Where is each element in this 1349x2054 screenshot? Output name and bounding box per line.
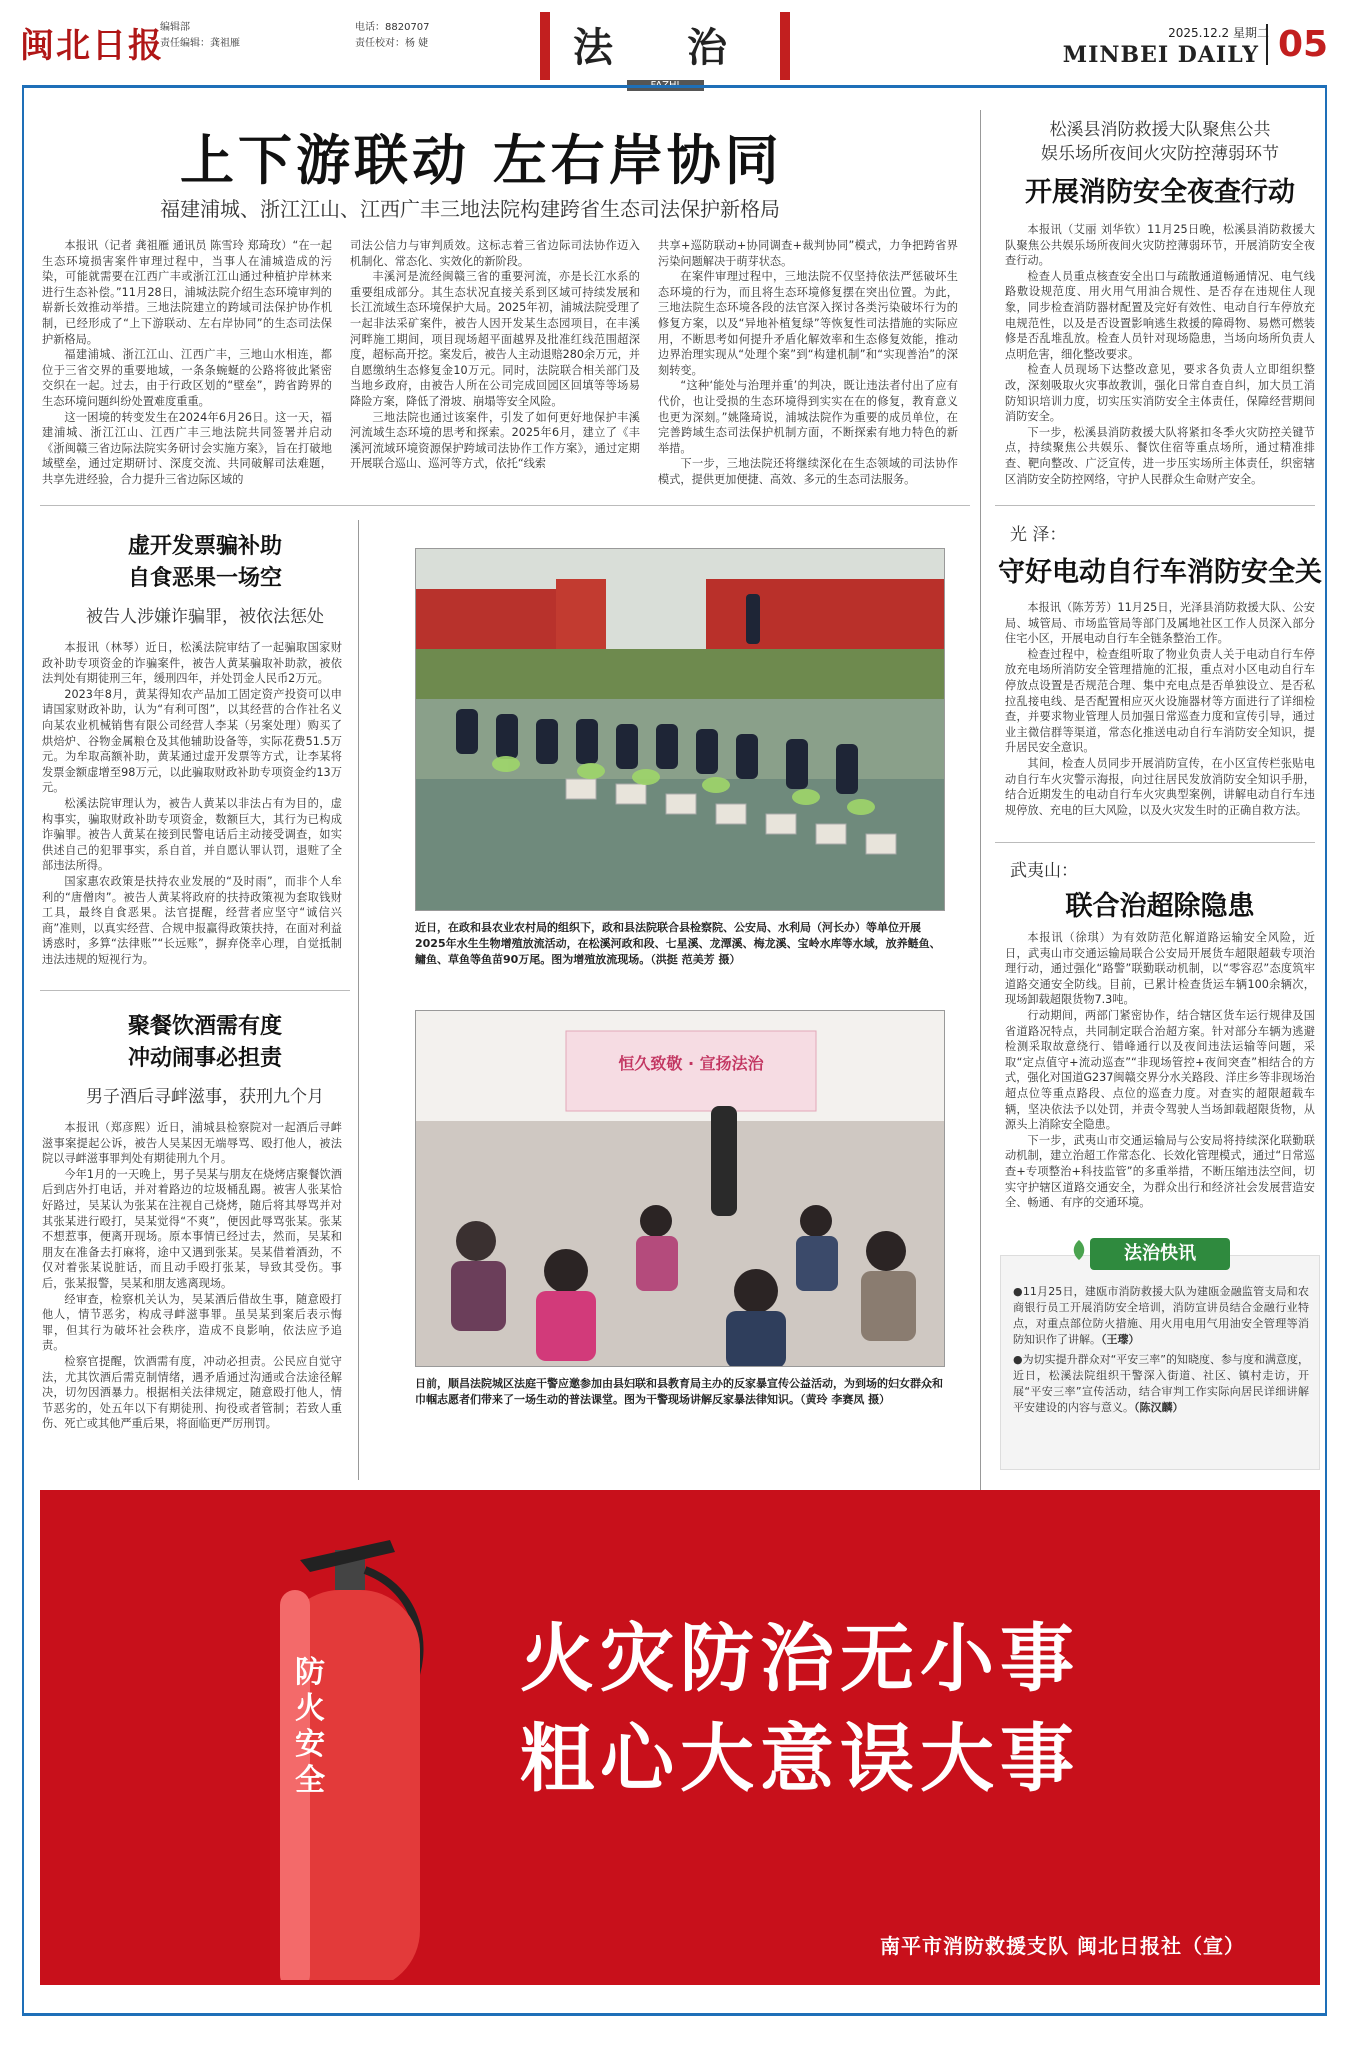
brief-item bbox=[1013, 1352, 1309, 1416]
section-title: 法 治 bbox=[573, 24, 757, 71]
right1-body bbox=[1005, 222, 1315, 494]
paragraph: “这种‘能处与治理并重’的判决，既让违法者付出了应有代价，也让受损的生态环境得到实实在在的修复，教育意义也更为深刻。”姚隆琦说，浦城法院作为重要的成员单位，在完善跨域生态司法保护机制方面，不断探索有地力特色的新举措。 bbox=[658, 379, 958, 455]
photo2-banner: 恒久致敬 · 宣扬法治 bbox=[618, 1054, 764, 1073]
brief-item bbox=[1013, 1284, 1309, 1348]
fraud-body bbox=[42, 640, 342, 975]
lead-column-1 bbox=[42, 238, 332, 488]
paragraph: 本报讯（林琴）近日，松溪法院审结了一起骗取国家财政补助专项资金的诈骗案件，被告人黄某骗取补助款，被依法判处有期徒刑三年，缓刑四年，并处罚金人民币2万元。 bbox=[42, 641, 342, 686]
legal-lecture-photo bbox=[415, 1010, 945, 1367]
fraud-title-1: 虚开发票骗补助 bbox=[127, 533, 282, 559]
paragraph: 检查过程中，检查组听取了物业负责人关于电动自行车停放充电场所消防安全管理措施的汇报，重点对小区电动自行车停放点设置是否规范合理、集中充电点是否单独设立、是否私拉乱接电线、是否配置相应灭火设施器材等方面进行了详细检查，并要求物业管理人员加强日常巡查力度和宣传引导，通过业主微信群等渠道，常态化推送电动自行车消防安全知识，提升居民安全意识。 bbox=[1005, 647, 1315, 755]
fraud-subhead: 被告人涉嫌诈骗罪，被依法惩处 bbox=[86, 607, 324, 627]
newspaper-logo: 闽北日报 bbox=[20, 26, 164, 66]
fraud-title-2: 自食恶果一场空 bbox=[127, 565, 282, 591]
leaf-icon bbox=[1070, 1238, 1088, 1262]
fire-safety-ad bbox=[40, 1490, 1320, 1985]
right1-kicker-1: 松溪县消防救援大队聚焦公共 bbox=[1049, 120, 1271, 140]
paragraph: 福建浦城、浙江江山、江西广丰，三地山水相连，都位于三省交界的重要地域，一条条蜿蜒的公路将彼此紧密交织在一起。过去，由于行政区划的“壁垒”，跨省跨界的生态环境问题纠纷处置难度重重。 bbox=[42, 348, 332, 408]
column-divider bbox=[980, 110, 981, 1490]
ad-vertical-label: 防火安全 bbox=[295, 1655, 325, 1798]
lead-column-3 bbox=[658, 238, 958, 488]
paragraph: 2023年8月，黄某得知农产品加工固定资产投资可以申请国家财政补助，认为“有利可图”，以其经营的合作社名义向某农业机械销售有限公司经营人李某（另案处理）购买了烘焙炉、谷物金属粮仓及其他辅助设备等，实际花费51.5万元。为牟取高额补助，黄某通过虚开发票等方式，让李某将发票金额虚增至98万元，以此骗取财政补助专项资金约13万元。 bbox=[42, 687, 342, 795]
drunk-subhead: 男子酒后寻衅滋事，获刑九个月 bbox=[86, 1087, 324, 1107]
story-divider bbox=[995, 505, 1315, 506]
paragraph: 国家惠农政策是扶持农业发展的“及时雨”，而非个人牟利的“唐僧肉”。被告人黄某将政府的扶持政策视为套取钱财工具，最终自食恶果。法官提醒，经营者应坚守“诚信兴商”准则，以真实经营、合规申报赢得政策扶持，在面对利益诱惑时，多算“法律账”“长远账”，摒弃侥幸心理，自觉抵制违法违规的短视行为。 bbox=[42, 874, 342, 966]
paragraph: 松溪法院审理认为，被告人黄某以非法占有为目的，虚构事实，骗取财政补助专项资金，数额巨大，其行为已构成诈骗罪。被告人黄某在接到民警电话后主动接受调查，如实供述自己的犯罪事实，系自首，并自愿认罪认罚，退赃了全部违法所得。 bbox=[42, 796, 342, 873]
editorial-contact bbox=[355, 20, 535, 52]
editor-dept: 编辑部 bbox=[160, 22, 190, 33]
lead-subhead: 福建浦城、浙江江山、江西广丰三地法院构建跨省生态司法保护新格局 bbox=[160, 197, 780, 221]
paragraph: 这一困境的转变发生在2024年6月26日。这一天，福建浦城、浙江江山、江西广丰三地法院共同签署并启动《浙闽赣三省边际法院实务研讨会实施方案》，旨在打破地域壁垒，通过定期研讨、深度交流、共同破解司法难题，共享先进经验，合力提升三省边际区域的 bbox=[42, 410, 332, 486]
fire-extinguisher-icon bbox=[240, 1530, 460, 1980]
lead-column-2 bbox=[350, 238, 640, 488]
paragraph: 共享+巡防联动+协同调查+裁判协同”模式，力争把跨省界污染问题解决于萌芽状态。 bbox=[658, 239, 958, 268]
editor-name: 责任编辑：龚祖雁 bbox=[160, 38, 240, 49]
column-divider bbox=[358, 520, 359, 1480]
phone-label: 电话： bbox=[355, 22, 385, 33]
brief-author: （王瓈） bbox=[1101, 1333, 1140, 1346]
ad-slogan-2: 粗心大意误大事 bbox=[520, 1716, 1080, 1802]
right2-place: 光 泽： bbox=[1010, 525, 1067, 545]
paragraph: 丰溪河是流经闽赣三省的重要河流，亦是长江水系的重要组成部分。其生态状况直接关系到区域可持续发展和长江流域生态环境保护大局。2025年初，浦城法院受理了一起非法采矿案件，被告人因开发某生态园项目，在丰溪河畔施工期间，项目现场超平面越界及批准红线范围超深度，超标高开挖。案发后，被告人主动退赔280余万元，并自愿缴纳生态修复金10万元。同时，法院联合相关部门及当地乡政府，由被告人所在公司完成回园区回填等等场易降险方案，降低了滑坡、崩塌等安全风险。 bbox=[350, 270, 640, 408]
ad-slogan-1: 火灾防治无小事 bbox=[520, 1616, 1080, 1702]
right3-title: 联合治超除隐患 bbox=[1065, 891, 1255, 922]
fish-release-illustration bbox=[416, 549, 945, 911]
paragraph: 在案件审理过程中，三地法院不仅坚持依法严惩破坏生态环境的行为，而且将生态环境修复摆在突出位置。为此，三地法院生态环境各段的法官深入探讨各类污染破坏行为的修复方案，以及“异地补植复绿”等恢复性司法措施的实际应用，不断思考如何提升矛盾化解效率和生态修复效能，推动边界治理实现从“处理个案”到“构建机制”和“实现善治”的深刻转变。 bbox=[658, 270, 958, 377]
paper-name-en: MINBEI DAILY bbox=[1062, 42, 1259, 68]
paragraph: 经审查，检察机关认为，吴某酒后借故生事，随意殴打他人，情节恶劣，构成寻衅滋事罪。虽吴某到案后表示悔罪，但其行为破坏社会秩序，造成不良影响，依法应予追责。 bbox=[42, 1292, 342, 1353]
right3-body bbox=[1005, 930, 1315, 1222]
photo2-caption bbox=[415, 1376, 945, 1408]
story-divider bbox=[995, 842, 1315, 843]
story-divider bbox=[40, 990, 350, 991]
paragraph: 本报讯（郑彦熙）近日，浦城县检察院对一起酒后寻衅滋事案提起公诉，被告人吴某因无端辱骂、殴打他人，被法院以寻衅滋事罪判处有期徒刑九个月。 bbox=[42, 1121, 342, 1166]
paragraph: 今年1月的一天晚上，男子吴某与朋友在烧烤店聚餐饮酒后到店外打电话，并对着路边的垃圾桶乱踢。被害人张某恰好路过，吴某认为张某在注视自己烧烤，随后将其辱骂并对其张某进行殴打，吴某觉得“不爽”，便因此辱骂张某。张某不想惹事，便离开现场。原本事情已经过去，然而，吴某和朋友在准备去打麻将，途中又遇到张某。吴某借着酒劲，不仅对着张某说脏话，而且动手殴打张某，导致其受伤。事后，张某报警，吴某和朋友逃离现场。 bbox=[42, 1167, 342, 1290]
drunk-body bbox=[42, 1120, 342, 1470]
ad-sponsor: 南平市消防救援支队 闽北日报社（宣） bbox=[880, 1934, 1245, 1958]
paragraph: 本报讯（陈芳芳）11月25日，光泽县消防救援大队、公安局、城管局、市场监管局等部门及属地社区工作人员深入部分住宅小区，开展电动自行车全链条整治工作。 bbox=[1005, 601, 1315, 646]
editorial-info bbox=[160, 20, 360, 52]
brief-author: （陈汉麟） bbox=[1134, 1401, 1184, 1414]
right3-place: 武夷山： bbox=[1010, 861, 1078, 881]
drunk-title-1: 聚餐饮酒需有度 bbox=[127, 1013, 282, 1039]
photo1-credit: （洪挺 范美芳 摄） bbox=[650, 953, 741, 966]
lead-headline: 上下游联动 左右岸协同 bbox=[180, 128, 783, 192]
issue-date: 2025.12.2 星期二 bbox=[1168, 26, 1269, 40]
bottom-rule bbox=[22, 2013, 1327, 2016]
paragraph: 下一步，武夷山市交通运输局与公安局将持续深化联勤联动机制，建立治超工作常态化、长效化管理模式，通过“日常巡查+专项整治+科技监管”的多重举措，不断压缩违法空间，切实守护辖区道路交通安全，为群众出行和经济社会发展营造安全、畅通、有序的交通环境。 bbox=[1005, 1133, 1315, 1210]
paragraph: 检查人员现场下达整改意见，要求各负责人立即组织整改，深刻吸取火灾事故教训，强化日常自查自纠，加大员工消防知识培训力度，切实压实消防安全主体责任，保障经营期间消防安全。 bbox=[1005, 363, 1315, 424]
brief-text: ●11月25日，建瓯市消防救援大队为建瓯金融监管支局和农商银行员工开展消防安全培训，消防宣讲员结合金融行业特点，对重点部位防火措施、用火用电用气用油安全管理等消防知识作了讲解。 bbox=[1013, 1285, 1309, 1346]
paragraph: 本报讯（艾丽 刘华钦）11月25日晚，松溪县消防救援大队聚焦公共娱乐场所夜间火灾防控薄弱环节，开展消防安全夜查行动。 bbox=[1005, 223, 1315, 268]
brief-box bbox=[1000, 1255, 1320, 1470]
paragraph: 司法公信力与审判质效。这标志着三省边际司法协作迈入机制化、常态化、实效化的新阶段。 bbox=[350, 239, 640, 268]
paragraph: 本报讯（记者 龚祖雁 通讯员 陈雪玲 郑琦玫）“在一起生态环境损害案件审理过程中，当事人在浦城造成的污染，可能就需要在江西广丰或浙江江山通过种植护岸林来进行生态补偿。”11月28日，浦城法院介绍生态环境审判的崭新长效推动举措。三地法院建立的跨域司法保护协作机制，已经形成了“上下游联动、左右岸协同”的生态司法保护新格局。 bbox=[42, 239, 332, 346]
paragraph: 下一步，松溪县消防救援大队将紧扣冬季火灾防控关键节点，持续聚焦公共娱乐、餐饮住宿等重点场所，通过精准排查、靶向整改、广泛宣传，进一步压实场所主体责任，织密辖区消防安全防控网络，守护人民群众生命财产安全。 bbox=[1005, 425, 1315, 486]
right1-kicker-2: 娱乐场所夜间火灾防控薄弱环节 bbox=[1041, 144, 1279, 164]
right2-body bbox=[1005, 600, 1315, 832]
top-rule bbox=[22, 85, 1327, 88]
paragraph: 下一步，三地法院还将继续深化在生态领域的司法协作模式，提供更加便捷、高效、多元的生态司法服务。 bbox=[658, 457, 958, 486]
brief-text: ●为切实提升群众对“平安三率”的知晓度、参与度和满意度，近日，松溪法院组织干警深入街道、社区、镇村走访，开展“平安三率”宣传活动，结合审判工作实际向居民详细讲解平安建设的内容与意义。 bbox=[1013, 1353, 1309, 1414]
paragraph: 检查人员重点核查安全出口与疏散通道畅通情况、电气线路敷设规范度、用火用气用油合规性、是否存在违规住人现象，同步检查消防器材配置及完好有效性、电动自行车停放充电规范性，以及是否设置影响逃生救援的障碍物、易燃可燃装修是否乱堆乱放。检查人员针对现场隐患，当场向场所负责人点明危害，细化整改要求。 bbox=[1005, 269, 1315, 361]
paragraph: 检察官提醒，饮酒需有度，冲动必担责。公民应自觉守法，尤其饮酒后需克制情绪，遇矛盾通过沟通或合法途径解决，切勿因酒暴力。根据相关法律规定，随意殴打他人，情节恶劣的，处五年以下有期徒刑、拘役或者管制；若致人重伤、死亡或其他严重后果，将面临更严厉刑罚。 bbox=[42, 1354, 342, 1431]
paragraph: 本报讯（徐琪）为有效防范化解道路运输安全风险，近日，武夷山市交通运输局联合公安局开展货车超限超载专项治理行动，通过强化“路警”联勤联动机制，以“零容忍”态度筑牢道路交通安全防线。目前，已累计检查货运车辆100余辆次，现场卸载超限货物7.3吨。 bbox=[1005, 931, 1315, 1007]
right1-title: 开展消防安全夜查行动 bbox=[1025, 177, 1295, 208]
photo1-caption bbox=[415, 920, 945, 968]
right-rule bbox=[1325, 85, 1327, 2015]
photo1-caption-text: 近日，在政和县农业农村局的组织下，政和县法院联合县检察院、公安局、水利局（河长办）等单位开展2025年水生生物增殖放流活动，在松溪河政和段、七星溪、龙潭溪、梅龙溪、宝岭水库等水域，放养鲢鱼、鳙鱼、草鱼等鱼苗90万尾。图为增殖放流现场。 bbox=[415, 921, 941, 966]
paragraph: 三地法院也通过该案件，引发了如何更好地保护丰溪河流域生态环境的思考和探索。2025年6月，建立了《丰溪河流域环境资源保护跨域司法协作工作方案》，通过定期开展联合巡山、巡河等方式，依托“线索 bbox=[350, 410, 640, 471]
paragraph: 其间，检查人员同步开展消防宣传，在小区宣传栏张贴电动自行车火灾警示海报，向过往居民发放消防安全知识手册，结合近期发生的电动自行车火灾典型案例，讲解电动自行车违规停放、充电的巨大风险，以及火灾发生时的正确自救方法。 bbox=[1005, 756, 1315, 817]
right2-title: 守好电动自行车消防安全关 bbox=[998, 557, 1322, 588]
fish-release-photo bbox=[415, 548, 945, 911]
paragraph: 行动期间，两部门紧密协作，结合辖区货车运行规律及国省道路况特点，共同制定联合治超方案。针对部分车辆为逃避检测采取故意绕行、错峰通行以及夜间违法运输等问题，采取“定点值守+流动巡查”“非现场管控+夜间突查”相结合的方式，强化对国道G237闽赣交界分水关路段、洋庄乡等非现场治超点位等重点路段、点位的巡查力度。对查实的超限超载车辆，坚决依法予以处罚，并责令驾驶人当场卸载超限货物，从源头上消除安全隐患。 bbox=[1005, 1008, 1315, 1132]
phone-number: 8820707 bbox=[385, 22, 430, 33]
drunk-title-2: 冲动闹事必担责 bbox=[127, 1045, 282, 1071]
photo2-caption-text: 日前，顺昌法院城区法庭干警应邀参加由县妇联和县教育局主办的反家暴宣传公益活动，为到场的妇女群众和巾帼志愿者们带来了一场生动的普法课堂。图为干警现场讲解反家暴法律知识。 bbox=[415, 1377, 943, 1406]
left-rule bbox=[22, 85, 24, 2015]
page-number: 05 bbox=[1266, 24, 1328, 65]
brief-list bbox=[1013, 1284, 1309, 1416]
proof-editor: 责任校对：杨 婕 bbox=[355, 38, 429, 49]
section-divider bbox=[40, 505, 970, 506]
photo2-credit: （黄玲 李赛凤 摄） bbox=[800, 1393, 891, 1406]
brief-title: 法治快讯 bbox=[1090, 1238, 1230, 1270]
section-header bbox=[540, 12, 790, 80]
